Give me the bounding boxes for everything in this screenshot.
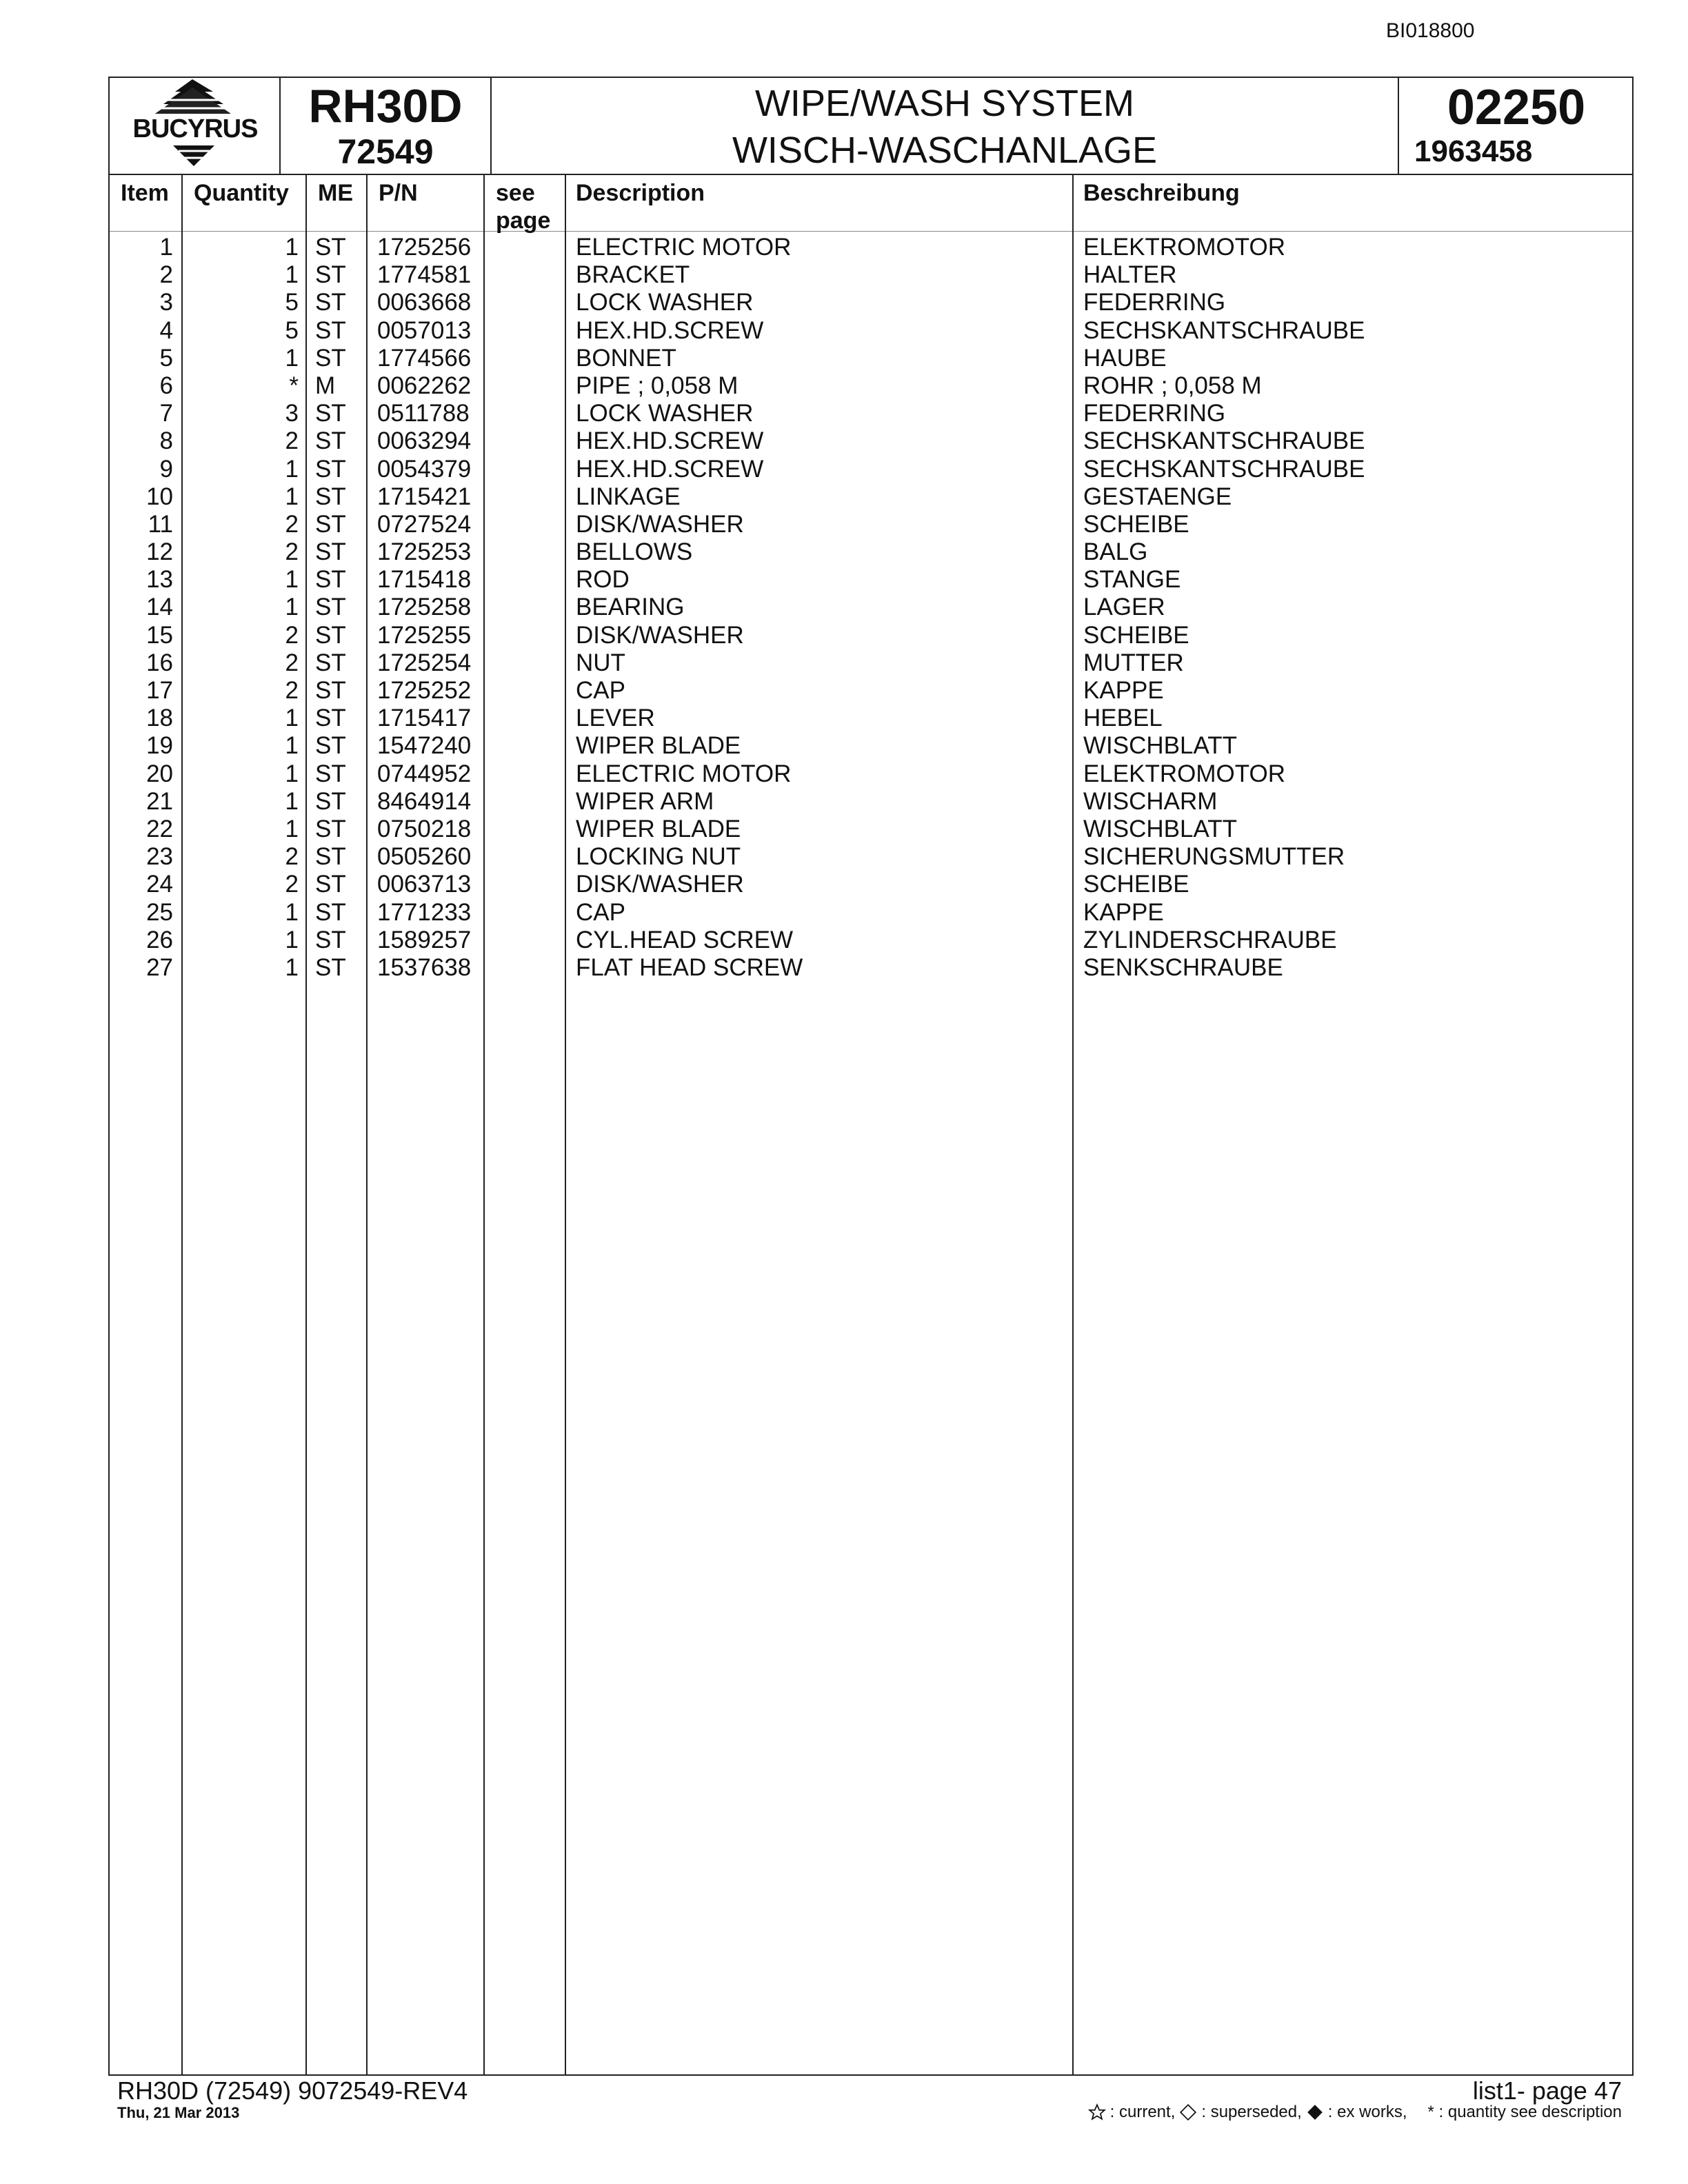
col-pn-header: P/N	[379, 180, 418, 206]
quantity-cell: 5	[285, 289, 299, 316]
col-quantity-header: Quantity	[194, 180, 289, 206]
description-cell: ELECTRIC MOTOR	[576, 234, 792, 261]
table-row	[110, 538, 1632, 566]
description-cell: BONNET	[576, 344, 676, 372]
beschreibung-cell: FEDERRING	[1083, 400, 1226, 427]
me-cell: ST	[315, 261, 346, 289]
beschreibung-cell: STANGE	[1083, 566, 1181, 594]
me-cell: ST	[315, 510, 346, 538]
table-row	[110, 899, 1632, 927]
description-cell: DISK/WASHER	[576, 871, 744, 898]
table-row	[110, 649, 1632, 677]
beschreibung-cell: SCHEIBE	[1083, 510, 1189, 538]
description-cell: DISK/WASHER	[576, 621, 744, 649]
part-number-cell: 1715417	[377, 705, 472, 732]
parts-list-frame	[108, 77, 1634, 2076]
me-cell: ST	[315, 566, 346, 594]
quantity-cell: 1	[285, 926, 299, 953]
item-cell: 11	[148, 510, 173, 538]
me-cell: ST	[315, 316, 346, 344]
item-cell: 26	[146, 926, 173, 953]
quantity-cell: 1	[285, 261, 299, 289]
table-row	[110, 594, 1632, 621]
part-number-cell: 0505260	[377, 843, 472, 871]
beschreibung-cell: BALG	[1083, 538, 1148, 566]
me-cell: ST	[315, 705, 346, 732]
item-cell: 5	[159, 344, 173, 372]
table-row	[110, 483, 1632, 511]
item-cell: 6	[159, 372, 173, 399]
quantity-cell: 2	[285, 510, 299, 538]
title-cell	[492, 78, 1399, 174]
me-cell: ST	[315, 871, 346, 898]
quantity-cell: 1	[285, 455, 299, 483]
quantity-cell: 1	[285, 815, 299, 842]
table-row	[110, 345, 1632, 372]
item-cell: 21	[146, 787, 173, 815]
part-number-cell: 1725255	[377, 621, 472, 649]
quantity-cell: 2	[285, 538, 299, 566]
item-cell: 10	[146, 483, 173, 510]
part-number-cell: 0063713	[377, 871, 472, 898]
description-cell: LOCKING NUT	[576, 843, 741, 871]
beschreibung-cell: SICHERUNGSMUTTER	[1083, 843, 1345, 871]
description-cell: FLAT HEAD SCREW	[576, 953, 803, 981]
me-cell: ST	[315, 649, 346, 676]
beschreibung-cell: MUTTER	[1083, 649, 1184, 676]
me-cell: ST	[315, 926, 346, 953]
serial-number: 72549	[337, 132, 434, 171]
part-number-cell: 1715421	[377, 483, 472, 510]
table-row	[110, 289, 1632, 316]
item-cell: 18	[146, 705, 173, 732]
col-me-header: ME	[318, 180, 353, 206]
table-row	[110, 927, 1632, 954]
beschreibung-cell: HAUBE	[1083, 344, 1167, 372]
quantity-cell: *	[289, 372, 299, 399]
quantity-cell: 5	[285, 316, 299, 344]
legend-superseded: : superseded,	[1201, 2103, 1302, 2121]
description-cell: NUT	[576, 649, 625, 676]
see-label: see	[496, 180, 535, 206]
table-row	[110, 427, 1632, 455]
diamond-filled-icon	[1306, 2103, 1324, 2121]
beschreibung-cell: ZYLINDERSCHRAUBE	[1083, 926, 1337, 953]
me-cell: ST	[315, 344, 346, 372]
table-row	[110, 317, 1632, 345]
part-number-cell: 0063294	[377, 427, 472, 455]
table-row	[110, 372, 1632, 400]
legend-ex-works: : ex works,	[1327, 2103, 1407, 2121]
me-cell: ST	[315, 538, 346, 566]
item-cell: 23	[146, 843, 173, 871]
item-cell: 16	[146, 649, 173, 676]
description-cell: CAP	[576, 677, 625, 704]
model-number: RH30D	[308, 80, 463, 132]
table-row	[110, 788, 1632, 816]
me-cell: ST	[315, 732, 346, 760]
description-cell: BEARING	[576, 594, 685, 621]
beschreibung-cell: KAPPE	[1083, 677, 1164, 704]
quantity-cell: 1	[285, 705, 299, 732]
col-see-page-header	[496, 179, 550, 234]
star-outline-icon	[1088, 2103, 1106, 2121]
col-beschreibung-header: Beschreibung	[1083, 180, 1240, 206]
beschreibung-cell: SECHSKANTSCHRAUBE	[1083, 427, 1365, 455]
beschreibung-cell: WISCHBLATT	[1083, 815, 1237, 842]
part-number-cell: 1725253	[377, 538, 472, 566]
table-row	[110, 760, 1632, 788]
description-cell: BRACKET	[576, 261, 690, 289]
beschreibung-cell: KAPPE	[1083, 898, 1164, 926]
part-number-cell: 1589257	[377, 926, 472, 953]
part-number-cell: 0062262	[377, 372, 472, 399]
footer-doc-ref: RH30D (72549) 9072549-REV4	[117, 2076, 468, 2105]
item-cell: 1	[159, 234, 173, 261]
table-row	[110, 566, 1632, 594]
part-number-cell: 1547240	[377, 732, 472, 760]
part-number-cell: 1725254	[377, 649, 472, 676]
me-cell: ST	[315, 953, 346, 981]
item-cell: 2	[159, 261, 173, 289]
parts-table-body	[110, 234, 1632, 982]
me-cell: ST	[315, 760, 346, 787]
item-cell: 3	[159, 289, 173, 316]
page-label: page	[496, 208, 551, 234]
beschreibung-cell: HEBEL	[1083, 705, 1163, 732]
table-row	[110, 816, 1632, 843]
me-cell: ST	[315, 787, 346, 815]
part-number-cell: 1715418	[377, 566, 472, 594]
description-cell: WIPER BLADE	[576, 815, 741, 842]
me-cell: ST	[315, 427, 346, 455]
item-cell: 15	[146, 621, 173, 649]
description-cell: HEX.HD.SCREW	[576, 455, 764, 483]
beschreibung-cell: LAGER	[1083, 594, 1165, 621]
document-id: BI018800	[1386, 19, 1475, 42]
me-cell: ST	[315, 400, 346, 427]
item-cell: 25	[146, 898, 173, 926]
quantity-cell: 1	[285, 234, 299, 261]
description-cell: WIPER BLADE	[576, 732, 741, 760]
table-row	[110, 843, 1632, 871]
description-cell: BELLOWS	[576, 538, 693, 566]
beschreibung-cell: ELEKTROMOTOR	[1083, 760, 1286, 787]
quantity-cell: 2	[285, 843, 299, 871]
part-number-cell: 1725256	[377, 234, 472, 261]
item-cell: 19	[146, 732, 173, 760]
group-number: 02250	[1447, 80, 1586, 135]
table-row	[110, 234, 1632, 261]
reference-number: 1963458	[1414, 134, 1533, 168]
beschreibung-cell: HALTER	[1083, 261, 1177, 289]
table-row	[110, 511, 1632, 538]
quantity-cell: 1	[285, 787, 299, 815]
table-row	[110, 261, 1632, 289]
part-number-cell: 0057013	[377, 316, 472, 344]
item-cell: 20	[146, 760, 173, 787]
footer-date: Thu, 21 Mar 2013	[117, 2104, 240, 2121]
quantity-cell: 1	[285, 594, 299, 621]
part-number-cell: 8464914	[377, 787, 472, 815]
diamond-outline-icon	[1179, 2103, 1197, 2121]
item-cell: 4	[159, 316, 173, 344]
description-cell: LOCK WASHER	[576, 289, 754, 316]
beschreibung-cell: FEDERRING	[1083, 289, 1226, 316]
legend-quantity: * : quantity see description	[1427, 2103, 1622, 2121]
beschreibung-cell: WISCHARM	[1083, 787, 1218, 815]
table-row	[110, 732, 1632, 760]
part-number-cell: 1725258	[377, 594, 472, 621]
svg-text:BUCYRUS: BUCYRUS	[132, 114, 258, 143]
part-number-cell: 0511788	[377, 400, 470, 427]
item-cell: 17	[146, 677, 173, 704]
item-cell: 7	[159, 400, 173, 427]
me-cell: M	[315, 372, 336, 399]
description-cell: PIPE ; 0,058 M	[576, 372, 738, 399]
part-number-cell: 1537638	[377, 953, 472, 981]
part-number-cell: 0063668	[377, 289, 472, 316]
table-row	[110, 954, 1632, 982]
col-description-header: Description	[576, 180, 705, 206]
me-cell: ST	[315, 234, 346, 261]
legend	[1088, 2103, 1622, 2122]
beschreibung-cell: SENKSCHRAUBE	[1083, 953, 1283, 981]
description-cell: WIPER ARM	[576, 787, 714, 815]
part-number-cell: 0750218	[377, 815, 472, 842]
quantity-cell: 1	[285, 566, 299, 594]
beschreibung-cell: ELEKTROMOTOR	[1083, 234, 1286, 261]
quantity-cell: 2	[285, 649, 299, 676]
table-row	[110, 400, 1632, 427]
description-cell: LINKAGE	[576, 483, 681, 510]
part-number-cell: 1774581	[377, 261, 472, 289]
item-cell: 9	[159, 455, 173, 483]
table-row	[110, 871, 1632, 898]
bucyrus-logo	[110, 78, 281, 174]
me-cell: ST	[315, 621, 346, 649]
item-cell: 8	[159, 427, 173, 455]
item-cell: 13	[146, 566, 173, 594]
quantity-cell: 2	[285, 871, 299, 898]
legend-current: : current,	[1109, 2103, 1176, 2121]
me-cell: ST	[315, 815, 346, 842]
quantity-cell: 1	[285, 344, 299, 372]
part-number-cell: 1725252	[377, 677, 472, 704]
quantity-cell: 3	[285, 400, 299, 427]
group-cell	[1399, 78, 1634, 174]
quantity-cell: 1	[285, 483, 299, 510]
beschreibung-cell: SECHSKANTSCHRAUBE	[1083, 316, 1365, 344]
quantity-cell: 1	[285, 760, 299, 787]
part-number-cell: 1771233	[377, 898, 472, 926]
title-block	[110, 78, 1632, 175]
item-cell: 24	[146, 871, 173, 898]
me-cell: ST	[315, 594, 346, 621]
quantity-cell: 2	[285, 621, 299, 649]
beschreibung-cell: SECHSKANTSCHRAUBE	[1083, 455, 1365, 483]
quantity-cell: 1	[285, 898, 299, 926]
me-cell: ST	[315, 677, 346, 704]
title-german: WISCH-WASCHANLAGE	[732, 130, 1158, 171]
quantity-cell: 2	[285, 677, 299, 704]
me-cell: ST	[315, 455, 346, 483]
item-cell: 22	[146, 815, 173, 842]
logo-cell	[110, 78, 281, 174]
column-header-row	[110, 175, 1632, 232]
description-cell: HEX.HD.SCREW	[576, 316, 764, 344]
beschreibung-cell: WISCHBLATT	[1083, 732, 1237, 760]
footer-page: list1- page 47	[1472, 2076, 1622, 2105]
table-row	[110, 456, 1632, 483]
table-row	[110, 705, 1632, 732]
me-cell: ST	[315, 289, 346, 316]
part-number-cell: 0727524	[377, 510, 472, 538]
quantity-cell: 2	[285, 427, 299, 455]
description-cell: HEX.HD.SCREW	[576, 427, 764, 455]
description-cell: ROD	[576, 566, 630, 594]
title-english: WIPE/WASH SYSTEM	[754, 83, 1135, 124]
description-cell: ELECTRIC MOTOR	[576, 760, 792, 787]
part-number-cell: 0744952	[377, 760, 472, 787]
item-cell: 27	[146, 953, 173, 981]
table-row	[110, 677, 1632, 705]
me-cell: ST	[315, 898, 346, 926]
quantity-cell: 1	[285, 953, 299, 981]
table-row	[110, 622, 1632, 649]
beschreibung-cell: GESTAENGE	[1083, 483, 1232, 510]
item-cell: 12	[146, 538, 173, 566]
item-cell: 14	[146, 594, 173, 621]
description-cell: CAP	[576, 898, 625, 926]
col-item-header: Item	[121, 180, 169, 206]
me-cell: ST	[315, 483, 346, 510]
model-cell	[281, 78, 492, 174]
description-cell: LOCK WASHER	[576, 400, 754, 427]
quantity-cell: 1	[285, 732, 299, 760]
description-cell: CYL.HEAD SCREW	[576, 926, 794, 953]
beschreibung-cell: SCHEIBE	[1083, 621, 1189, 649]
description-cell: LEVER	[576, 705, 655, 732]
beschreibung-cell: ROHR ; 0,058 M	[1083, 372, 1262, 399]
beschreibung-cell: SCHEIBE	[1083, 871, 1189, 898]
part-number-cell: 1774566	[377, 344, 472, 372]
me-cell: ST	[315, 843, 346, 871]
description-cell: DISK/WASHER	[576, 510, 744, 538]
part-number-cell: 0054379	[377, 455, 472, 483]
